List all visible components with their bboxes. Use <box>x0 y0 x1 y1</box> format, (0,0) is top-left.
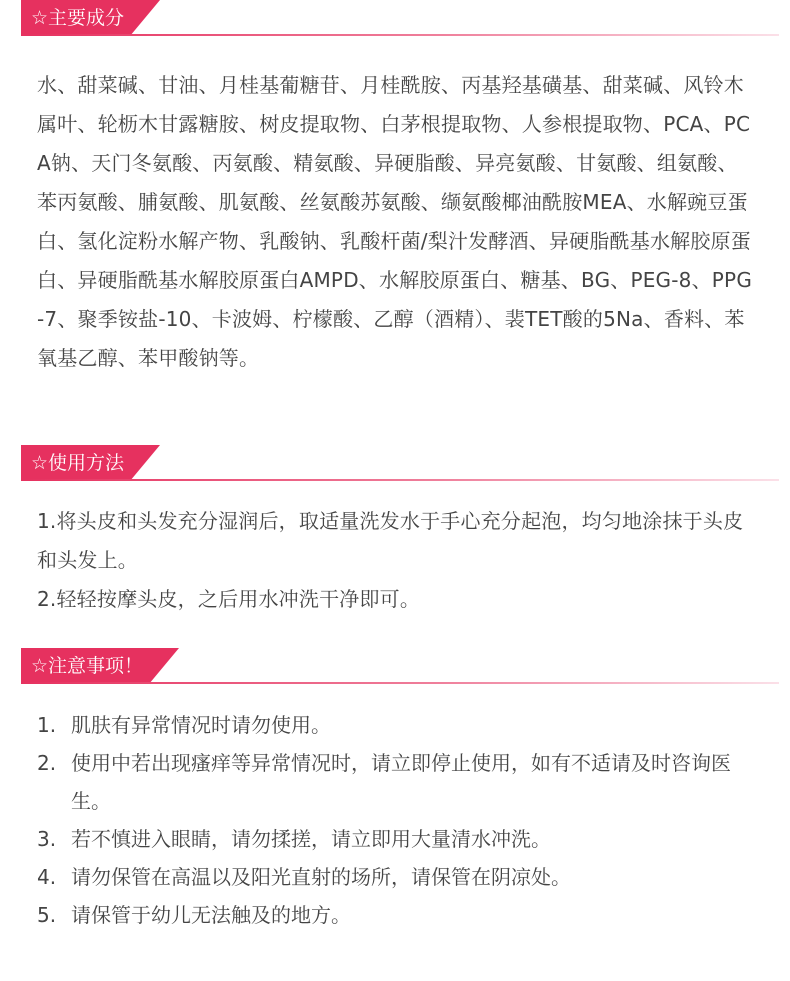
list-item <box>37 896 757 934</box>
notes-tab-tail <box>149 648 179 684</box>
list-item <box>37 706 757 744</box>
list-item-number: 2. <box>37 751 57 775</box>
list-item <box>37 820 757 858</box>
notes-divider <box>21 682 779 684</box>
ingredients-title: ☆主要成分 <box>21 0 130 36</box>
usage-header <box>0 445 790 481</box>
usage-tab-tail <box>130 445 160 481</box>
notes-section <box>0 648 790 684</box>
list-item-text: 请勿保管在高温以及阳光直射的场所，请保管在阴凉处。 <box>71 865 571 889</box>
list-item-text: 肌肤有异常情况时请勿使用。 <box>71 713 331 737</box>
list-item-number: 1. <box>37 713 57 737</box>
usage-text <box>37 502 755 619</box>
usage-step-1: 1.将头皮和头发充分湿润后，取适量洗发水于手心充分起泡，均匀地涂抹于头皮和头发上。 <box>37 509 744 572</box>
list-item-text: 使用中若出现瘙痒等异常情况时，请立即停止使用，如有不适请及时咨询医生。 <box>71 751 731 813</box>
ingredients-tab-tail <box>130 0 160 36</box>
list-item-number: 3. <box>37 827 57 851</box>
list-item-number: 5. <box>37 903 57 927</box>
ingredients-text: 水、甜菜碱、甘油、月桂基葡糖苷、月桂酰胺、丙基羟基磺基、甜菜碱、风铃木属叶、轮枥木甘露糖胺、树皮提取物、白茅根提取物、人参根提取物、PCA、PCA钠、天门冬氨酸、丙氨酸、精氨酸、异硬脂酸、异亮氨酸、甘氨酸、组氨酸、苯丙氨酸、脯氨酸、肌氨酸、丝氨酸苏氨酸、缬氨酸椰油酰胺MEA、水解豌豆蛋白、氢化淀粉水解产物、乳酸钠、乳酸杆菌/梨汁发酵酒、异硬脂酰基水解胶原蛋白、异硬脂酰基水解胶原蛋白AMPD、水解胶原蛋白、糖基、BG、PEG-8、PPG-7、聚季铵盐-10、卡波姆、柠檬酸、乙醇（酒精）、裴TET酸的5Na、香料、苯氧基乙醇、苯甲酸钠等。 <box>37 73 753 370</box>
ingredients-divider <box>21 34 779 36</box>
list-item-number: 4. <box>37 865 57 889</box>
notes-header <box>0 648 790 684</box>
usage-divider <box>21 479 779 481</box>
usage-section <box>0 445 790 481</box>
list-item <box>37 858 757 896</box>
ingredients-header <box>0 0 790 36</box>
notes-title: ☆注意事项！ <box>21 648 149 684</box>
ingredients-section <box>0 0 790 36</box>
list-item <box>37 744 757 820</box>
list-item-text: 请保管于幼儿无法触及的地方。 <box>71 903 351 927</box>
notes-list <box>37 706 757 934</box>
usage-step-2: 2.轻轻按摩头皮，之后用水冲洗干净即可。 <box>37 587 421 611</box>
usage-title: ☆使用方法 <box>21 445 130 481</box>
list-item-text: 若不慎进入眼睛，请勿揉搓，请立即用大量清水冲洗。 <box>71 827 551 851</box>
